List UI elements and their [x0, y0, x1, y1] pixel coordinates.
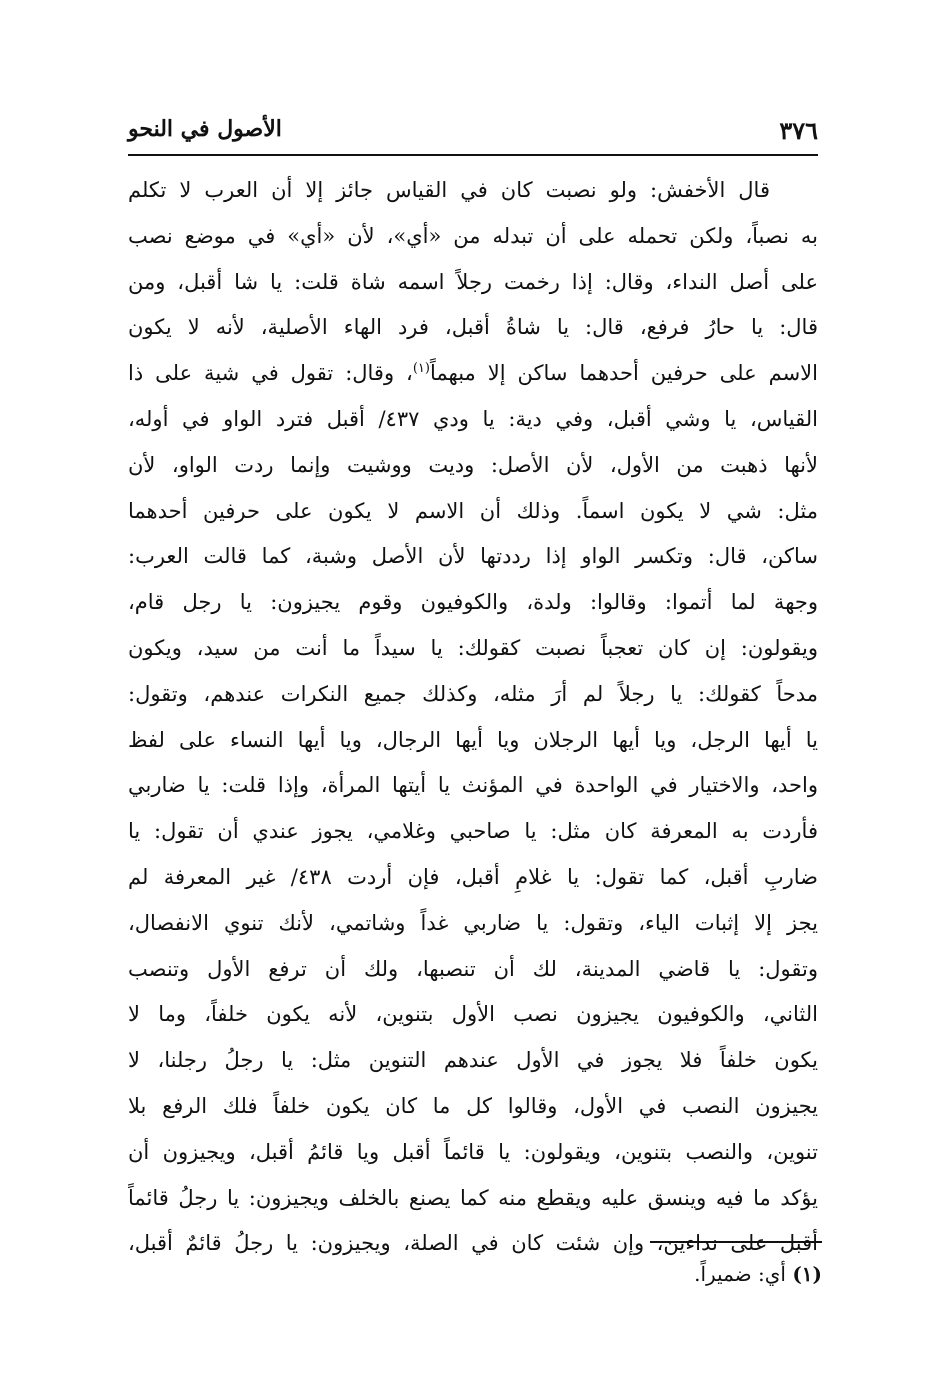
text-line: يجيزون النصب في الأول، وقالوا كل ما كان يكون خلفاً فلك الرفع بلا	[128, 1093, 818, 1118]
text-line: ضاربِ أقبل، كما تقول: يا غلامِ أقبل، فإن أردت ٤٣٨/ غير المعرفة لم	[128, 864, 818, 889]
text-line: وتقول: يا قاضي المدينة، لك أن تنصبها، ولك أن ترفع الأول وتنصب	[128, 956, 818, 981]
page-number: ٣٧٦	[779, 116, 818, 145]
text-line: يكون خلفاً فلا يجوز في الأول عندهم التنوين مثل: يا رجلُ رجلنا، لا	[128, 1048, 818, 1073]
footnote-rule	[650, 1241, 822, 1243]
footnote-marker: (١)	[792, 1262, 822, 1286]
text-segment: الاسم على حرفين أحدهما ساكن إلا مبهماً	[429, 361, 818, 386]
body-text	[128, 168, 818, 1267]
running-title: الأصول في النحو	[128, 116, 282, 142]
text-line: على أصل النداء، وقال: إذا رخمت رجلاً اسمه شاة قلت: يا شا أقبل، ومن	[128, 269, 818, 294]
text-line: وجهة لما أتموا: وقالوا: ولدة، والكوفيون وقوم يجيزون: يا رجل قام،	[128, 590, 818, 615]
text-line: مدحاً كقولك: يا رجلاً لم أرَ مثله، وكذلك جميع النكرات عندهم، وتقول:	[128, 681, 818, 706]
text-line: ساكن، قال: وتكسر الواو إذا رددتها لأن الأصل وشبة، كما قالت العرب:	[128, 544, 818, 569]
text-line: قال الأخفش: ولو نصبت كان في القياس جائز إلا أن العرب لا تكلم	[128, 178, 770, 202]
text-line: القياس، يا وشي أقبل، وفي دية: يا ودي ٤٣٧/ أقبل فترد الواو في أوله،	[128, 406, 818, 431]
text-line: مثل: شي لا يكون اسماً. وذلك أن الاسم لا يكون على حرفين أحدهما	[128, 498, 818, 523]
footnote-text: أي: ضميراً.	[694, 1262, 786, 1286]
header-rule	[128, 154, 818, 156]
footnote	[694, 1262, 822, 1286]
text-line: قال: يا حارُ فرفع، قال: يا شاةُ أقبل، فرد الهاء الأصلية، لأنه لا يكون	[128, 315, 818, 340]
text-line: واحد، والاختيار في الواحدة في المؤنث يا أيتها المرأة، وإذا قلت: يا ضاربي	[128, 773, 818, 798]
text-line: الثاني، والكوفيون يجيزون نصب الأول بتنوين، لأنه يكون خلفاً، وما لا	[128, 1002, 818, 1027]
text-line: يجز إلا إثبات الياء، وتقول: يا ضاربي غداً وشاتمي، لأنك تنوي الانفصال،	[128, 910, 818, 935]
page-header	[128, 112, 818, 156]
text-line-with-footnote	[128, 351, 818, 397]
text-line: لأنها ذهبت من الأول، لأن الأصل: وديت ووشيت وإنما ردت الواو، لأن	[128, 452, 818, 477]
text-line: تنوين، والنصب بتنوين، ويقولون: يا قائماً أقبل ويا قائمُ أقبل، ويجيزون أن	[128, 1139, 818, 1164]
text-line: أقبل على نداءين، وإن شئت كان في الصلة، ويجيزون: يا رجلُ قائمٌ أقبل،	[128, 1231, 818, 1256]
text-line: يا أيها الرجل، ويا أيها الرجلان ويا أيها الرجال، ويا أيها النساء على لفظ	[128, 727, 818, 752]
text-line: فأردت به المعرفة كان مثل: يا صاحبي وغلامي، يجوز عندي أن تقول: يا	[128, 819, 818, 844]
text-segment: ، وقال: تقول في شية على ذا	[128, 361, 413, 386]
footnote-reference: (١)	[412, 361, 430, 377]
text-line: به نصباً، ولكن تحمله على أن تبدله من «أي»، لأن «أي» في موضع نصب	[128, 223, 818, 248]
text-line: ويقولون: إن كان تعجباً نصبت كقولك: يا سيداً ما أنت من سيد، ويكون	[128, 635, 818, 660]
text-line: يؤكد ما فيه وينسق عليه ويقطع منه كما يصنع بالخلف ويجيزون: يا رجلُ قائماً	[128, 1185, 818, 1210]
